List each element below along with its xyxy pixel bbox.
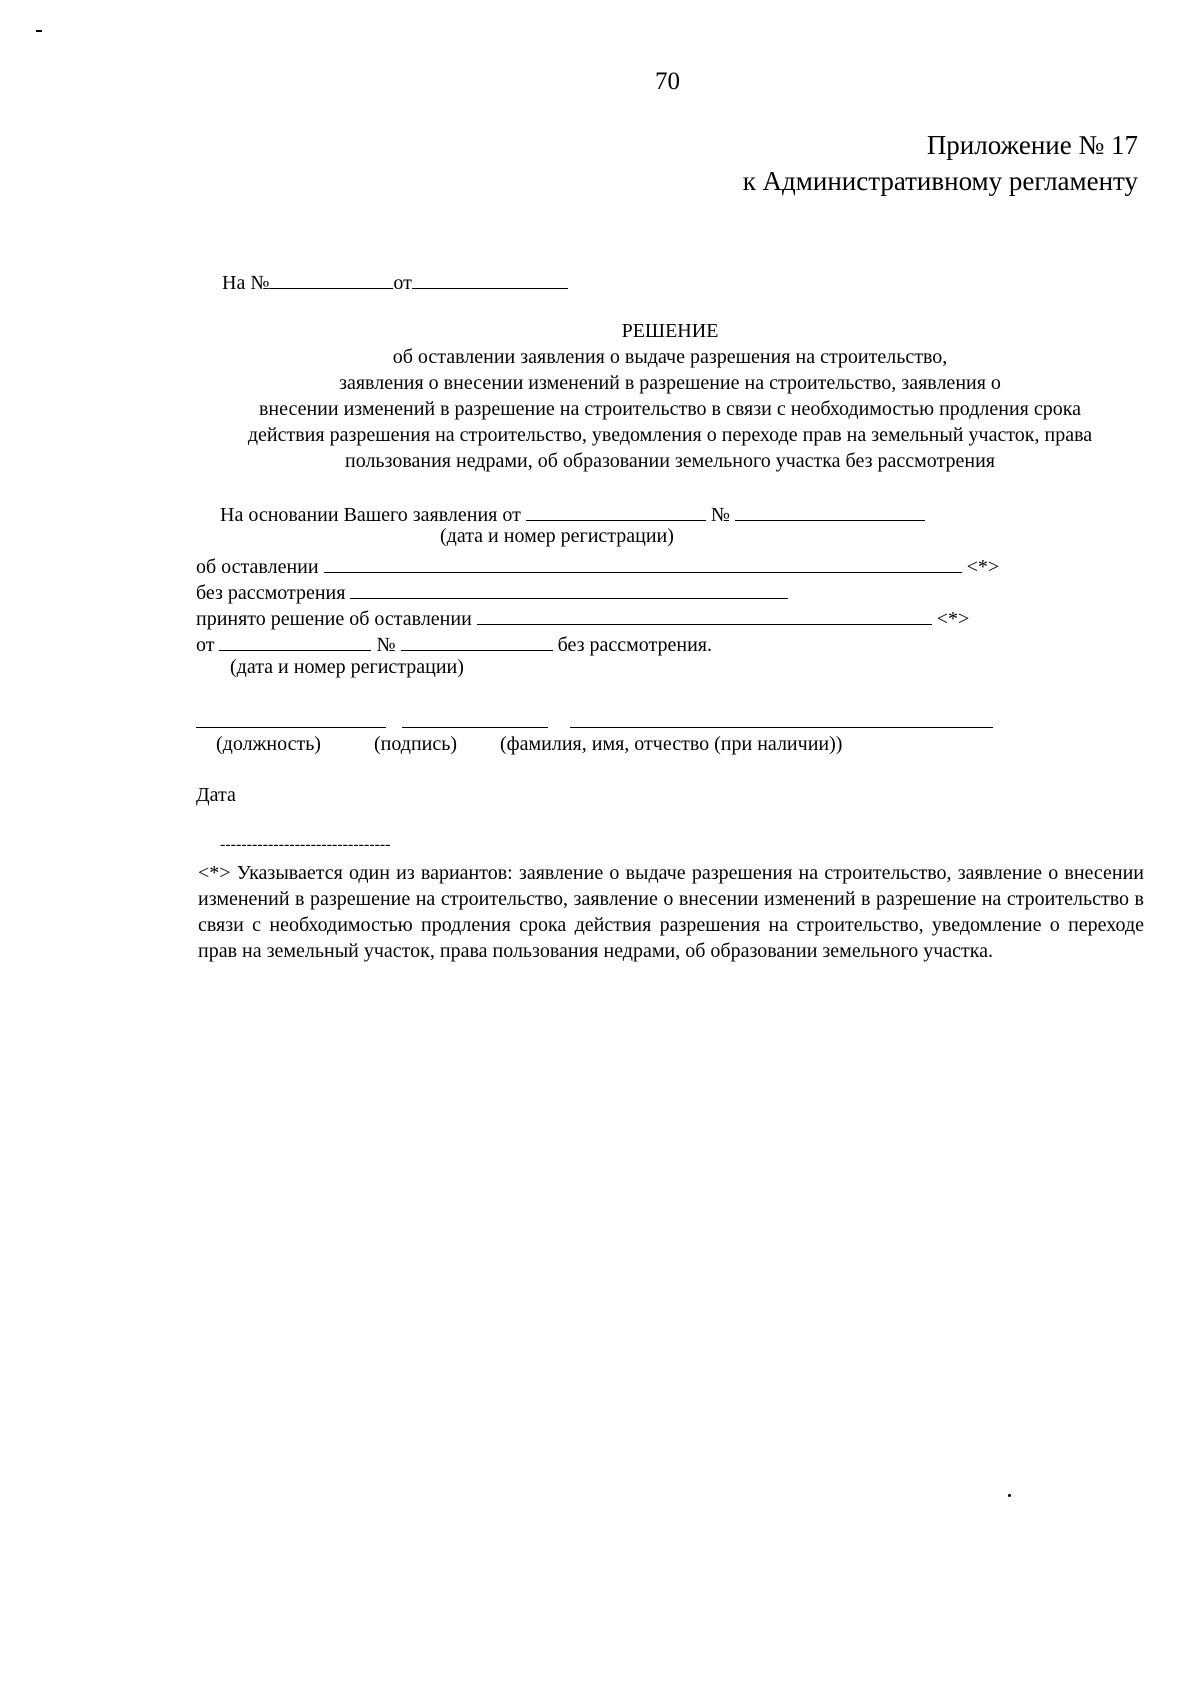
asterisk-mark-2: <*>: [936, 608, 970, 630]
asterisk-mark: <*>: [966, 556, 1000, 578]
title-line-2: заявления о внесении изменений в разрешение на строительство, заявления о: [339, 372, 1001, 394]
name-caption: (фамилия, имя, отчество (при наличии)): [500, 733, 843, 755]
date-reg-hint-2: (дата и номер регистрации): [230, 656, 464, 678]
decision-line: [196, 604, 969, 631]
title-line-4: действия разрешения на строительство, уведомления о переходе прав на земельный участок, права: [247, 424, 1093, 446]
without-review-field: [350, 578, 788, 599]
scan-dot: [1008, 1494, 1011, 1497]
signature-line: [402, 727, 548, 728]
footnote-separator: --------------------------------: [220, 836, 391, 853]
application-date-field: [526, 500, 706, 521]
leave-subject-field: [324, 552, 962, 573]
leave-label: об оставлении: [196, 556, 319, 578]
ot-label: от: [196, 634, 215, 656]
decision-number-field: [401, 630, 553, 651]
reference-date-field: [412, 268, 568, 289]
reference-line: [222, 268, 568, 295]
title-line-3: внесении изменений в разрешение на строительство в связи с необходимостью продления срока: [258, 398, 1082, 420]
no-label: №: [376, 634, 396, 656]
footnote-text: <*> Указывается один из вариантов: заявление о выдаче разрешения на строительство, заявление о внесении изменений в разрешение на строительство, заявление о внесении изменений в разрешение на строительство в связи с необходимостью продления срока действия разрешения на строительство, уведомление о переходе прав на земельный участок, права пользования недрами, об образовании земельного участка.: [198, 862, 1144, 962]
basis-label: На основании Вашего заявления от: [220, 504, 521, 526]
page-number: 70: [655, 68, 680, 95]
document-heading: РЕШЕНИЕ: [621, 320, 719, 342]
reference-ot-label: от: [393, 272, 412, 294]
regulation-reference: к Административному регламенту: [742, 166, 1138, 196]
without-review-end: без рассмотрения.: [557, 634, 713, 656]
leave-line: [196, 552, 999, 579]
title-line-1: об оставлении заявления о выдаче разрешения на строительство,: [392, 346, 948, 368]
basis-line: [220, 500, 925, 527]
date-label: Дата: [196, 784, 236, 806]
name-line: [570, 727, 993, 728]
reference-number-field: [269, 268, 393, 289]
na-no-label: На №: [222, 272, 270, 294]
application-number-field: [735, 500, 925, 521]
appendix-title: Приложение № 17: [926, 130, 1138, 160]
position-caption: (должность): [216, 733, 321, 755]
without-review-line: [196, 578, 788, 605]
date-number-line: [196, 630, 712, 657]
signature-caption: (подпись): [374, 733, 458, 755]
without-review-label: без рассмотрения: [196, 582, 346, 604]
position-line: [196, 727, 386, 728]
decision-subject-field: [477, 604, 932, 625]
decision-date-field: [219, 630, 371, 651]
basis-no-label: №: [710, 504, 730, 526]
date-reg-hint: (дата и номер регистрации): [440, 525, 674, 547]
decision-label: принято решение об оставлении: [196, 608, 472, 630]
scan-mark: [36, 30, 42, 32]
title-line-5: пользования недрами, об образовании земельного участка без рассмотрения: [345, 450, 995, 472]
